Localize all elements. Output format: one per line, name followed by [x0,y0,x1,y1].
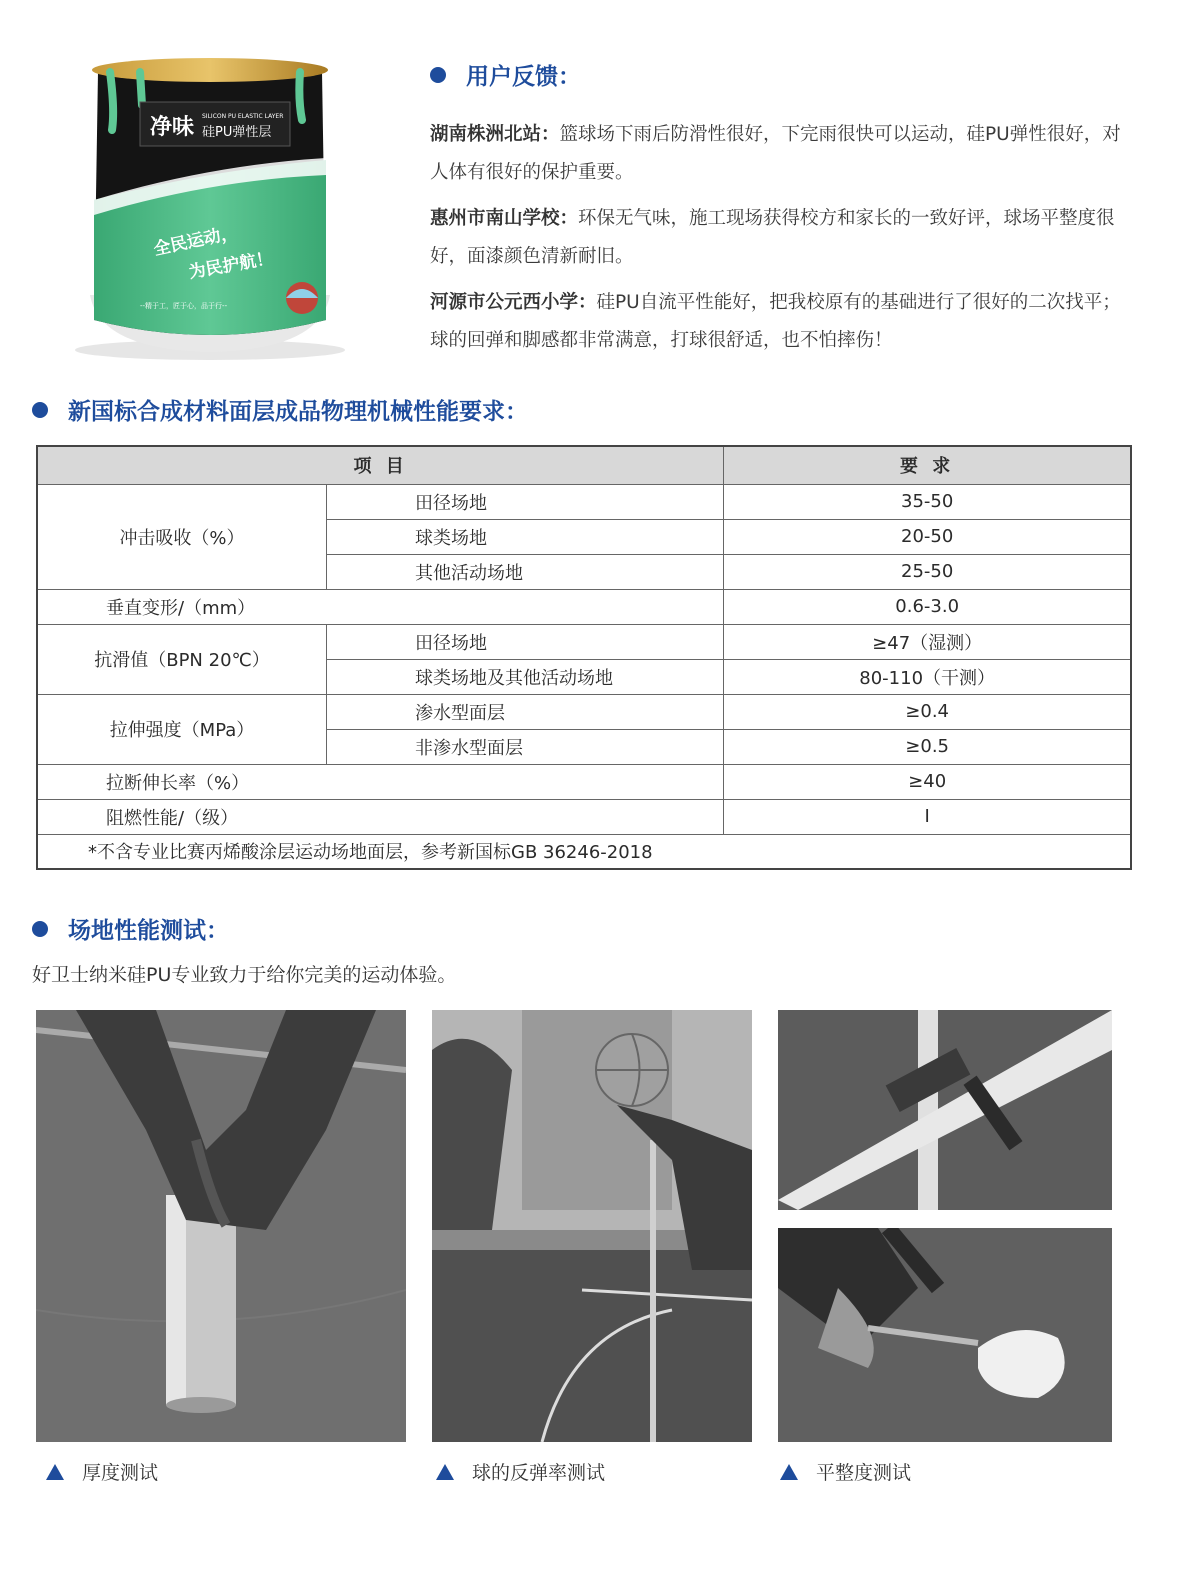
triangle-icon [780,1464,798,1480]
header-requirement: 要 求 [724,446,1131,484]
table-note: *不含专业比赛丙烯酸涂层运动场地面层，参考新国标GB 36246-2018 [37,834,1131,869]
tensile-req: ≥0.4 [724,694,1131,729]
impact-req: 35-50 [724,484,1131,519]
vertical-label: 垂直变形/（mm） [37,589,724,624]
feedback-title-text: 用户反馈： [466,64,581,90]
can-slogan-1: 全民运动， [151,222,240,260]
feedback-item [430,200,1130,276]
slip-sub: 田径场地 [327,624,724,659]
standard-title-text: 新国标合成材料面层成品物理机械性能要求： [68,399,528,425]
feedback-location: 惠州市南山学校： [430,208,579,229]
tensile-sub: 渗水型面层 [327,694,724,729]
flame-label: 阻燃性能/（级） [37,799,724,834]
triangle-icon [436,1464,454,1480]
tensile-req: ≥0.5 [724,729,1131,764]
bullet-icon [430,67,446,83]
feedback-location: 湖南株洲北站： [430,124,560,145]
table-row [37,624,1131,659]
product-can-image [70,50,350,362]
elongation-req: ≥40 [724,764,1131,799]
test-title-text: 场地性能测试： [68,918,229,944]
can-brand: 净味 [150,115,195,140]
header-item: 项 目 [37,446,724,484]
caption-rebound [436,1458,605,1485]
feedback-text: 篮球场下雨后防滑性很好，下完雨很快可以运动，硅PU弹性很好，对人体有很好的保护重要。 [430,124,1121,183]
can-tagline: --精于工，匠于心，品于行-- [140,302,228,310]
feedback-location: 河源市公元西小学： [430,292,597,313]
can-name: 硅PU弹性层 [202,125,272,140]
elongation-label: 拉断伸长率（%） [37,764,724,799]
spec-table [36,445,1132,870]
slip-label: 抗滑值（BPN 20℃） [37,624,327,694]
impact-label: 冲击吸收（%） [37,484,327,589]
table-note-row [37,834,1131,869]
feedback-list [430,116,1130,368]
feedback-item [430,116,1130,192]
caption-text: 厚度测试 [82,1462,159,1484]
slip-req: ≥47（湿测） [724,624,1131,659]
test-intro: 好卫士纳米硅PU专业致力于给你完美的运动体验。 [32,964,457,986]
flatness-test-photo-2 [778,1228,1112,1442]
feedback-text: 硅PU自流平性能好，把我校原有的基础进行了很好的二次找平；球的回弹和脚感都非常满意，打球很舒适，也不怕摔伤！ [430,292,1121,351]
table-row [37,589,1131,624]
impact-sub: 球类场地 [327,519,724,554]
bullet-icon [32,402,48,418]
test-title [32,912,229,945]
table-row [37,694,1131,729]
standard-title [32,393,528,426]
slip-req: 80-110（干测） [724,659,1131,694]
table-header-row [37,446,1131,484]
flatness-test-photo-1 [778,1010,1112,1210]
thickness-test-photo [36,1010,406,1442]
impact-sub: 田径场地 [327,484,724,519]
rebound-test-photo [432,1010,752,1442]
feedback-text: 环保无气味，施工现场获得校方和家长的一致好评，球场平整度很好，面漆颜色清新耐旧。 [430,208,1115,267]
feedback-title [430,58,581,91]
caption-flatness [780,1458,911,1485]
can-slogan-2: 为民护航！ [187,248,275,283]
caption-thickness [46,1458,158,1485]
tensile-label: 拉伸强度（MPa） [37,694,327,764]
impact-req: 20-50 [724,519,1131,554]
feedback-item [430,284,1130,360]
flame-req: I [724,799,1131,834]
table-row [37,484,1131,519]
impact-sub: 其他活动场地 [327,554,724,589]
vertical-req: 0.6-3.0 [724,589,1131,624]
table-row [37,799,1131,834]
slip-sub: 球类场地及其他活动场地 [327,659,724,694]
caption-text: 平整度测试 [816,1462,912,1484]
table-row [37,764,1131,799]
can-sub-en: SILICON PU ELASTIC LAYER [202,113,284,120]
tensile-sub: 非渗水型面层 [327,729,724,764]
caption-text: 球的反弹率测试 [472,1462,606,1484]
bullet-icon [32,921,48,937]
impact-req: 25-50 [724,554,1131,589]
triangle-icon [46,1464,64,1480]
